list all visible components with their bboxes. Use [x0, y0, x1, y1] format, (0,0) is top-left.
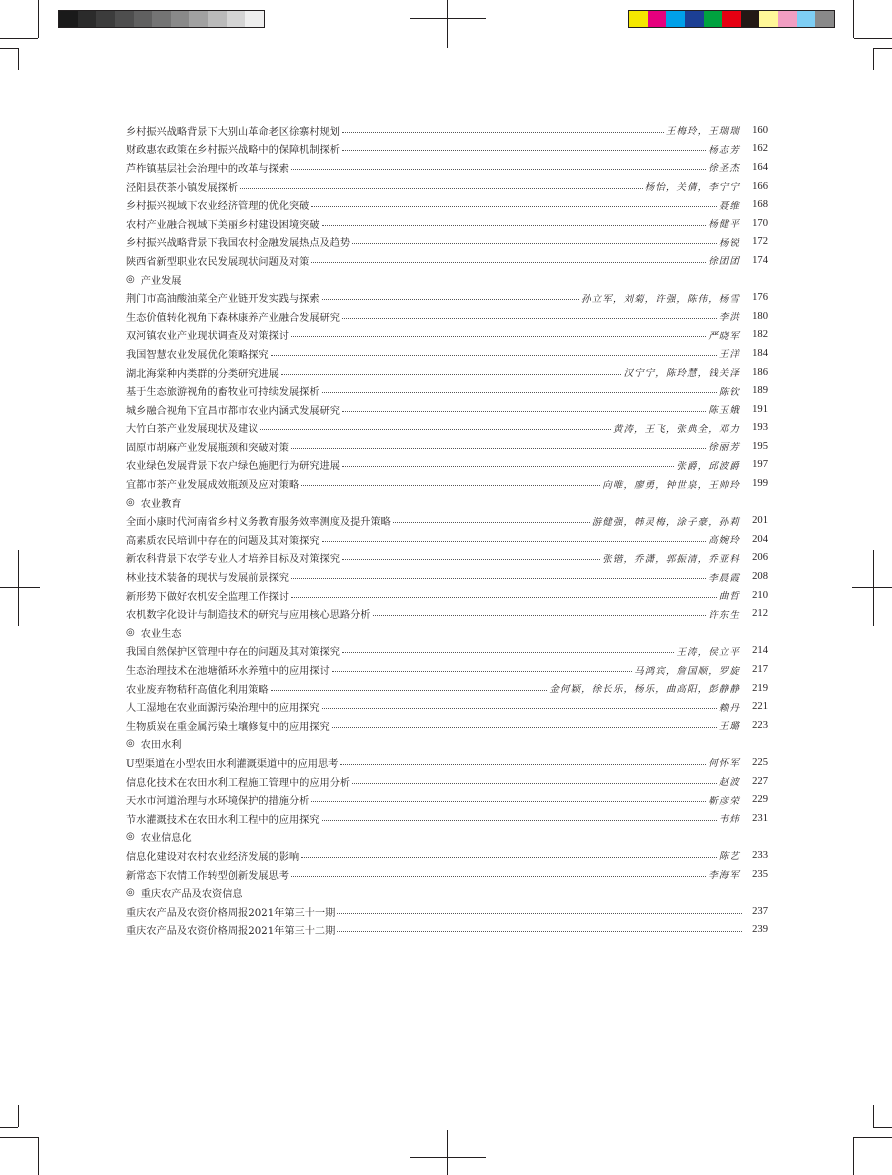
entry-title: 城乡融合视角下宜昌市都市农业内涵式发展研究 [126, 405, 340, 417]
gray-swatch [245, 11, 264, 27]
toc-entry[interactable] [126, 140, 768, 159]
toc-entry[interactable] [126, 511, 768, 530]
entry-authors: 黄涛，王飞，张典全，邓力 [612, 423, 740, 435]
section-heading [126, 623, 768, 642]
leader-dots [291, 578, 706, 579]
section-title: 农业信息化 [140, 833, 192, 845]
entry-title: U型渠道在小型农田水利灌溉渠道中的应用思考 [126, 758, 339, 770]
entry-page-number: 176 [752, 292, 768, 304]
leader-dots [322, 392, 717, 393]
entry-title: 林业技术装备的现状与发展前景探究 [126, 573, 289, 585]
entry-authors: 高婉玲 [708, 535, 740, 547]
section-heading [126, 883, 768, 902]
entry-title: 高素质农民培训中存在的问题及其对策探究 [126, 535, 320, 547]
leader-dots [337, 931, 742, 932]
entry-title: 我国智慧农业发展优化策略探究 [126, 349, 269, 361]
crop-mark-bottom-left-v2 [18, 1105, 19, 1127]
entry-authors: 张锴，乔潇，郭振清，乔亚科 [602, 553, 740, 565]
toc-entry[interactable] [126, 381, 768, 400]
crop-mark-bottom-left-v [38, 1137, 39, 1175]
section-heading [126, 270, 768, 289]
crop-mark-bottom-left-h [0, 1137, 38, 1138]
leader-dots [352, 783, 717, 784]
entry-authors: 王璐 [718, 721, 740, 733]
entry-page-number: 168 [752, 199, 768, 211]
leader-dots [291, 597, 717, 598]
section-marker: ◎ [126, 626, 135, 638]
toc-entry[interactable] [126, 846, 768, 865]
toc-entry[interactable] [126, 567, 768, 586]
entry-title: 固原市胡麻产业发展瓶颈和突破对策 [126, 442, 289, 454]
entry-title: 陕西省新型职业农民发展现状问题及对策 [126, 256, 310, 268]
entry-title: 人工湿地在农业面源污染治理中的应用探究 [126, 703, 320, 715]
toc-entry[interactable] [126, 604, 768, 623]
leader-dots [352, 243, 717, 244]
toc-entry[interactable] [126, 790, 768, 809]
entry-page-number: 162 [752, 143, 768, 155]
entry-title: 信息化建设对农村农业经济发展的影响 [126, 851, 300, 863]
toc-entry[interactable] [126, 363, 768, 382]
entry-page-number: 164 [752, 161, 768, 173]
entry-title: 新常态下农情工作转型创新发展思考 [126, 870, 289, 882]
toc-entry[interactable] [126, 233, 768, 252]
section-marker: ◎ [126, 831, 135, 843]
entry-title: 大竹白茶产业发展现状及建议 [126, 424, 259, 436]
entry-page-number: 221 [752, 701, 768, 713]
toc-entry[interactable] [126, 716, 768, 735]
leader-dots [311, 206, 716, 207]
entry-authors: 王洋 [718, 349, 740, 361]
leader-dots [271, 355, 717, 356]
entry-page-number: 217 [752, 664, 768, 676]
entry-page-number: 210 [752, 589, 768, 601]
entry-title: 信息化技术在农田水利工程施工管理中的应用分析 [126, 777, 351, 789]
crop-mark-left-middle-v [18, 550, 19, 626]
entry-title: 乡村振兴视域下农业经济管理的优化突破 [126, 201, 310, 213]
toc-entry[interactable] [126, 679, 768, 698]
color-swatch [704, 11, 723, 27]
entry-page-number: 184 [752, 347, 768, 359]
crop-mark-top-left-v2 [18, 48, 19, 70]
crop-mark-bottom-right-v [853, 1137, 854, 1175]
leader-dots [301, 485, 600, 486]
entry-authors: 聂维 [718, 200, 740, 212]
entry-page-number: 199 [752, 478, 768, 490]
entry-authors: 陈玉娥 [708, 405, 740, 417]
entry-authors: 王梅玲，王瑞瑞 [665, 126, 740, 138]
leader-dots [373, 615, 707, 616]
entry-authors: 徐圣杰 [708, 163, 740, 175]
toc-entry[interactable] [126, 865, 768, 884]
entry-authors: 王涛，侯立平 [676, 646, 740, 658]
entry-authors: 杨健平 [708, 219, 740, 231]
crop-mark-top-right-h [854, 38, 892, 39]
section-title: 农田水利 [140, 740, 182, 752]
entry-page-number: 219 [752, 682, 768, 694]
entry-authors: 赖丹 [718, 702, 740, 714]
toc-entry[interactable] [126, 772, 768, 791]
gray-swatch [78, 11, 97, 27]
crop-mark-top-center-v [447, 0, 448, 48]
entry-title: 芦柞镇基层社会治理中的改革与探索 [126, 163, 289, 175]
crop-mark-top-right-v2 [873, 48, 874, 70]
leader-dots [271, 690, 548, 691]
toc-entry[interactable] [126, 326, 768, 345]
section-marker: ◎ [126, 273, 135, 285]
color-calibration-bar [628, 10, 835, 28]
entry-authors: 陈钦 [718, 386, 740, 398]
entry-authors: 孙立军，刘菊，许强，陈伟，杨雪 [581, 293, 740, 305]
toc-entry[interactable] [126, 307, 768, 326]
entry-title: 生态治理技术在池塘循环水养殖中的应用探讨 [126, 666, 330, 678]
entry-title: 全面小康时代河南省乡村义务教育服务效率测度及提升策略 [126, 517, 391, 529]
entry-authors: 韦炜 [718, 814, 740, 826]
crop-mark-top-left-h [0, 38, 38, 39]
toc-entry[interactable] [126, 177, 768, 196]
entry-title: 生物质炭在重金属污染土壤修复中的应用探究 [126, 721, 330, 733]
entry-title: 农村产业融合视域下美丽乡村建设困境突破 [126, 219, 320, 231]
table-of-contents [126, 121, 768, 939]
entry-authors: 赵波 [718, 777, 740, 789]
leader-dots [393, 522, 590, 523]
toc-entry[interactable] [126, 195, 768, 214]
entry-title: 财政惠农政策在乡村振兴战略中的保障机制探析 [126, 145, 340, 157]
entry-authors: 张爵，邱波爵 [676, 460, 740, 472]
leader-dots [301, 857, 717, 858]
entry-authors: 严晓军 [708, 330, 740, 342]
entry-authors: 杨志芳 [708, 144, 740, 156]
toc-entry[interactable] [126, 586, 768, 605]
entry-authors: 游健强，韩灵梅，涂子豪，孙莉 [591, 516, 740, 528]
toc-entry[interactable] [126, 697, 768, 716]
leader-dots [260, 429, 610, 430]
entry-authors: 曲哲 [718, 591, 740, 603]
gray-swatch [59, 11, 78, 27]
entry-page-number: 235 [752, 868, 768, 880]
gray-swatch [208, 11, 227, 27]
crop-mark-top-right-h2 [873, 48, 892, 49]
gray-swatch [189, 11, 208, 27]
crop-mark-bottom-left-h2 [0, 1127, 18, 1128]
crop-mark-top-right-v [853, 0, 854, 38]
entry-page-number: 180 [752, 310, 768, 322]
toc-entry[interactable] [126, 809, 768, 828]
leader-dots [322, 541, 707, 542]
entry-authors: 李海军 [708, 870, 740, 882]
entry-page-number: 193 [752, 422, 768, 434]
entry-page-number: 201 [752, 515, 768, 527]
entry-page-number: 237 [752, 905, 768, 917]
entry-page-number: 208 [752, 571, 768, 583]
toc-entry[interactable] [126, 419, 768, 438]
entry-title: 乡村振兴战略背景下我国农村金融发展热点及趋势 [126, 238, 351, 250]
toc-entry[interactable] [126, 158, 768, 177]
color-swatch [741, 11, 760, 27]
leader-dots [291, 876, 706, 877]
entry-page-number: 166 [752, 180, 768, 192]
entry-authors: 向唯，廖勇，钟世泉，王帅玲 [602, 479, 740, 491]
toc-entry[interactable] [126, 660, 768, 679]
leader-dots [332, 727, 717, 728]
entry-page-number: 229 [752, 794, 768, 806]
entry-title: 新农科背景下农学专业人才培养目标及对策探究 [126, 554, 340, 566]
entry-title: 基于生态旅游视角的畜牧业可持续发展探析 [126, 387, 320, 399]
entry-page-number: 233 [752, 849, 768, 861]
toc-entry[interactable] [126, 474, 768, 493]
section-marker: ◎ [126, 887, 135, 899]
entry-title: 天水市河道治理与水环境保护的措施分析 [126, 796, 310, 808]
entry-title: 双河镇农业产业现状调查及对策探讨 [126, 331, 289, 343]
toc-entry[interactable] [126, 214, 768, 233]
section-title: 产业发展 [140, 275, 182, 287]
toc-entry[interactable] [126, 251, 768, 270]
crop-mark-bottom-center-h [410, 1157, 486, 1158]
leader-dots [340, 764, 706, 765]
entry-title: 宜都市茶产业发展成效瓶颈及应对策略 [126, 480, 300, 492]
crop-mark-bottom-right-h [854, 1137, 892, 1138]
toc-entry[interactable] [126, 902, 768, 921]
entry-title: 生态价值转化视角下森林康养产业融合发展研究 [126, 312, 340, 324]
entry-authors: 李晨霞 [708, 572, 740, 584]
gray-swatch [152, 11, 171, 27]
entry-title: 乡村振兴战略背景下大别山革命老区徐寨村规划 [126, 126, 340, 138]
entry-title: 荆门市高油酸油菜全产业链开发实践与探索 [126, 294, 320, 306]
entry-title: 我国自然保护区管理中存在的问题及其对策探究 [126, 647, 340, 659]
entry-authors: 陈艺 [718, 851, 740, 863]
section-heading [126, 493, 768, 512]
entry-title: 农机数字化设计与制造技术的研究与应用核心思路分析 [126, 610, 371, 622]
entry-page-number: 195 [752, 440, 768, 452]
section-title: 重庆农产品及农资信息 [140, 889, 243, 901]
entry-authors: 金何颖，徐长乐，杨乐，曲高阳，彭静静 [549, 684, 740, 696]
leader-dots [311, 262, 706, 263]
entry-title: 新形势下做好农机安全监理工作探讨 [126, 591, 289, 603]
crop-mark-bottom-right-h2 [873, 1127, 892, 1128]
crop-mark-right-middle-v [873, 550, 874, 626]
toc-entry[interactable] [126, 288, 768, 307]
crop-mark-left-middle-h [0, 587, 40, 588]
toc-entry[interactable] [126, 549, 768, 568]
entry-title: 重庆农产品及农资价格周报2021年第三十二期 [126, 926, 336, 938]
section-marker: ◎ [126, 496, 135, 508]
leader-dots [337, 913, 742, 914]
crop-mark-bottom-center-v [447, 1130, 448, 1175]
leader-dots [342, 466, 675, 467]
leader-dots [322, 225, 707, 226]
leader-dots [342, 411, 706, 412]
entry-page-number: 172 [752, 236, 768, 248]
entry-authors: 李洪 [718, 312, 740, 324]
entry-authors: 徐团团 [708, 256, 740, 268]
color-swatch [778, 11, 797, 27]
toc-entry[interactable] [126, 642, 768, 661]
entry-title: 农业废弃物秸秆高值化利用策略 [126, 684, 269, 696]
gray-swatch [96, 11, 115, 27]
toc-entry[interactable] [126, 344, 768, 363]
crop-mark-bottom-right-v2 [873, 1105, 874, 1127]
entry-page-number: 189 [752, 385, 768, 397]
leader-dots [342, 652, 675, 653]
leader-dots [342, 150, 706, 151]
leader-dots [342, 132, 664, 133]
entry-page-number: 191 [752, 403, 768, 415]
section-heading [126, 828, 768, 847]
leader-dots [342, 559, 600, 560]
gray-swatch [171, 11, 190, 27]
toc-entry[interactable] [126, 921, 768, 940]
entry-title: 泾阳县茯茶小镇发展探析 [126, 182, 239, 194]
toc-entry[interactable] [126, 530, 768, 549]
entry-page-number: 170 [752, 217, 768, 229]
entry-page-number: 223 [752, 719, 768, 731]
entry-page-number: 239 [752, 924, 768, 936]
entry-authors: 杨怡，关倩，李宁宁 [644, 182, 740, 194]
gray-swatch [227, 11, 246, 27]
leader-dots [332, 671, 632, 672]
leader-dots [322, 820, 717, 821]
color-swatch [666, 11, 685, 27]
toc-entry[interactable] [126, 437, 768, 456]
color-swatch [685, 11, 704, 27]
color-swatch [759, 11, 778, 27]
entry-title: 重庆农产品及农资价格周报2021年第三十一期 [126, 907, 336, 919]
leader-dots [311, 801, 706, 802]
entry-page-number: 174 [752, 254, 768, 266]
color-swatch [629, 11, 648, 27]
entry-page-number: 214 [752, 645, 768, 657]
color-swatch [797, 11, 816, 27]
entry-authors: 徐丽芳 [708, 442, 740, 454]
entry-authors: 杨锐 [718, 237, 740, 249]
section-title: 农业教育 [140, 498, 182, 510]
entry-authors: 何怀军 [708, 758, 740, 770]
section-heading [126, 735, 768, 754]
entry-title: 节水灌溉技术在农田水利工程中的应用探究 [126, 814, 320, 826]
crop-mark-right-middle-h [852, 587, 892, 588]
leader-dots [291, 448, 706, 449]
toc-entry[interactable] [126, 400, 768, 419]
toc-entry[interactable] [126, 753, 768, 772]
gray-swatch [115, 11, 134, 27]
color-swatch [815, 11, 834, 27]
leader-dots [281, 374, 622, 375]
gray-swatch [134, 11, 153, 27]
entry-authors: 马鸿宾，詹国顺，罗旋 [634, 665, 740, 677]
leader-dots [322, 708, 717, 709]
color-swatch [722, 11, 741, 27]
entry-page-number: 186 [752, 366, 768, 378]
entry-title: 农业绿色发展背景下农户绿色施肥行为研究进展 [126, 461, 340, 473]
entry-page-number: 197 [752, 459, 768, 471]
entry-page-number: 206 [752, 552, 768, 564]
entry-page-number: 160 [752, 124, 768, 136]
entry-page-number: 204 [752, 533, 768, 545]
entry-title: 湖北海棠种内类群的分类研究进展 [126, 368, 279, 380]
leader-dots [291, 336, 706, 337]
crop-mark-top-left-h2 [0, 48, 18, 49]
entry-page-number: 231 [752, 812, 768, 824]
entry-page-number: 225 [752, 756, 768, 768]
leader-dots [291, 169, 706, 170]
leader-dots [342, 318, 717, 319]
entry-page-number: 227 [752, 775, 768, 787]
toc-entry[interactable] [126, 121, 768, 140]
crop-mark-top-center-h [410, 18, 486, 19]
color-swatch [648, 11, 667, 27]
entry-page-number: 212 [752, 608, 768, 620]
toc-entry[interactable] [126, 456, 768, 475]
leader-dots [322, 299, 580, 300]
entry-page-number: 182 [752, 329, 768, 341]
gray-color-bar [58, 10, 265, 28]
section-marker: ◎ [126, 738, 135, 750]
section-title: 农业生态 [140, 628, 182, 640]
entry-authors: 靳彦荣 [708, 795, 740, 807]
crop-mark-top-left-v [38, 0, 39, 38]
leader-dots [240, 188, 643, 189]
entry-authors: 汉宁宁，陈玲慧，钱关泽 [623, 368, 740, 380]
entry-authors: 许东生 [708, 609, 740, 621]
